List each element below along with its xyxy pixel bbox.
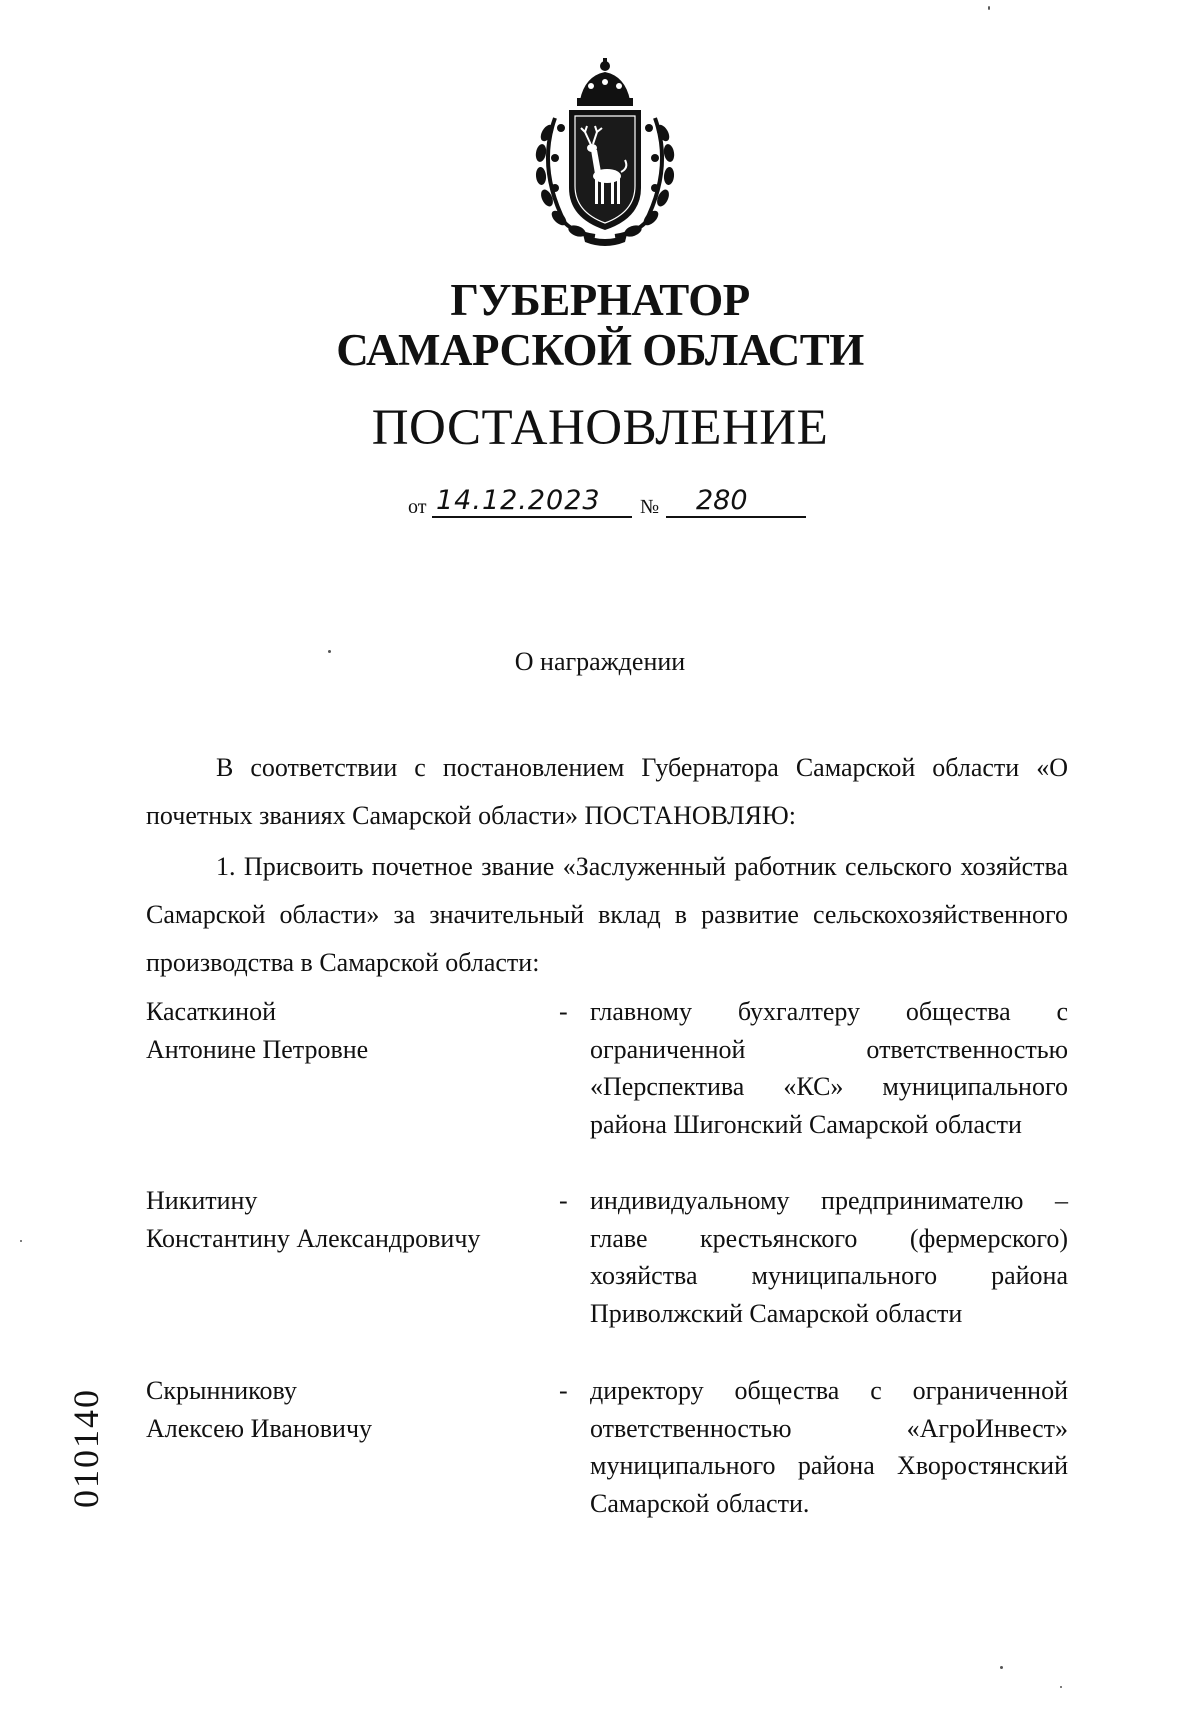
awardee-given-name: Антонине Петровне <box>146 1034 369 1064</box>
document-subject: О награждении <box>514 647 686 676</box>
side-serial-code: 010140 <box>66 1388 106 1508</box>
crown-icon <box>577 58 633 106</box>
resolution-paragraph: 1. Присвоить почетное звание «Заслуженный работник сельского хозяйства Самарской области» за значительный вклад в развитие сельскохозяйственного производства в Самарской области: <box>146 852 1068 977</box>
org-title-line1: ГУБЕРНАТОР <box>450 275 750 325</box>
preamble-paragraph: В соответствии с постановлением Губернатора Самарской области «О почетных званиях Самарской области» ПОСТАНОВЛЯЮ: <box>146 753 1068 830</box>
coat-of-arms-emblem <box>525 58 685 248</box>
org-title-line2: САМАРСКОЙ ОБЛАСТИ <box>336 325 864 375</box>
document-date: 14.12.2023 <box>432 484 632 518</box>
scan-speck <box>20 1240 22 1242</box>
scan-speck <box>988 6 990 10</box>
scan-speck <box>1060 1686 1062 1688</box>
entry-dash: - <box>559 1376 568 1405</box>
document-type-title: ПОСТАНОВЛЕНИЕ <box>371 400 829 456</box>
awardee-name <box>146 1372 546 1447</box>
awardee-position: индивидуальному предпринимателю – главе крестьянского (фермерского) хозяйства муниципального района Приволжский Самарской области <box>590 1186 1068 1328</box>
awardee-given-name: Константину Александровичу <box>146 1223 481 1253</box>
entry-dash: - <box>559 997 568 1026</box>
awardee-name <box>146 1182 546 1257</box>
awardee-position: главному бухгалтеру общества с ограниченной ответственностью «Перспектива «КС» муниципального района Шигонский Самарской области <box>590 997 1068 1139</box>
awardee-given-name: Алексею Ивановичу <box>146 1413 373 1443</box>
awardee-position: директору общества с ограниченной ответственностью «АгроИнвест» муниципального района Хворостянский Самарской области. <box>590 1376 1068 1518</box>
awardee-surname: Касаткиной <box>146 997 276 1026</box>
date-number-line <box>0 484 1200 524</box>
scan-speck <box>1000 1666 1003 1669</box>
shield-icon <box>569 110 641 230</box>
entry-dash: - <box>559 1186 568 1215</box>
date-prefix: от <box>408 496 427 518</box>
number-prefix: № <box>640 496 660 518</box>
awardee-surname: Никитину <box>146 1186 258 1215</box>
awardee-surname: Скрынникову <box>146 1376 297 1405</box>
scan-speck <box>328 650 331 653</box>
awardee-name <box>146 993 546 1068</box>
document-number: 280 <box>666 484 806 518</box>
